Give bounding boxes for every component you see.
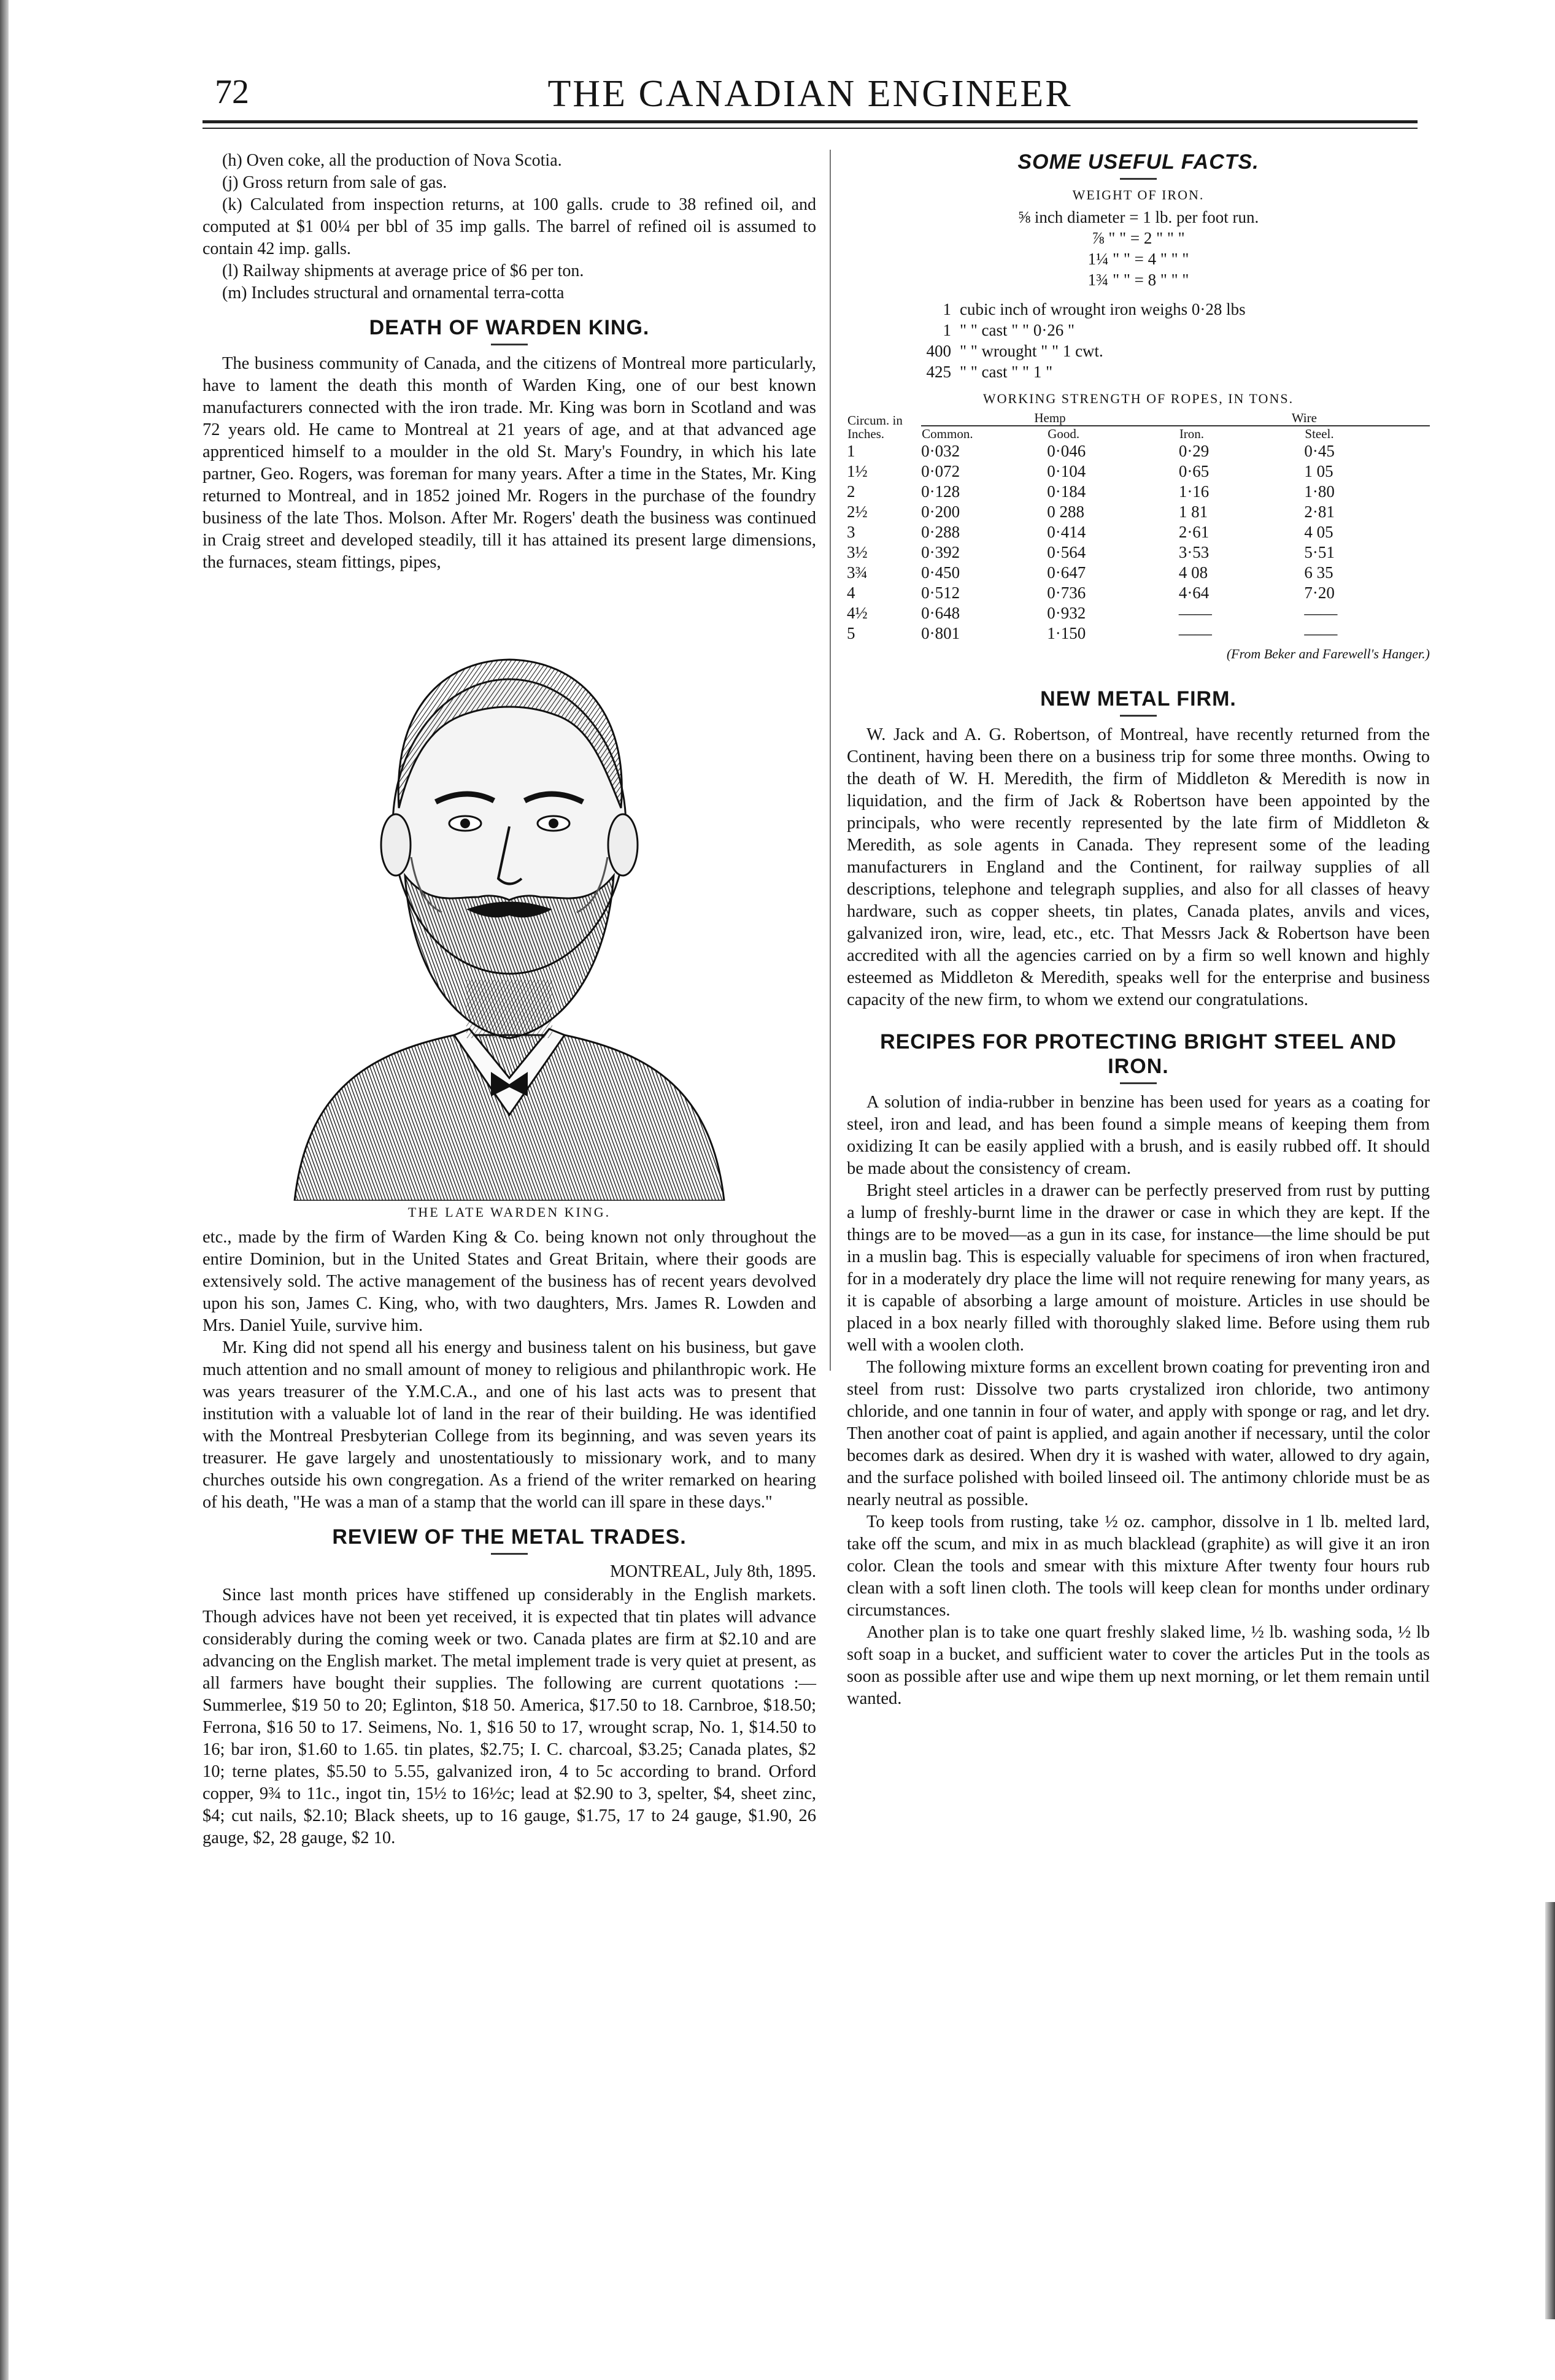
weight-list: [847, 207, 1430, 382]
review-heading: REVIEW OF THE METAL TRADES.: [332, 1525, 687, 1549]
cell-hemp-good: 0·104: [1047, 462, 1086, 480]
recipes-paragraph: The following mixture forms an excellent brown coating for preventing iron and steel from rust: Dissolve two parts crystalized iron chloride, two antimony chloride, and one tannin in four of water, and apply with sponge or rag, and let dry. Then another coat of paint is applied, and again another if necessary, until the color becomes dark as desired. When dry it is washed with water, allowed to dry again, and the surface polished with boiled linseed oil. The antimony chloride must be as nearly neutral as possible.: [847, 1358, 1430, 1509]
ropes-credit: (From Beker and Farewell's Hanger.): [1226, 646, 1430, 661]
cubic-qty: 1: [943, 300, 951, 318]
table-header-row: [847, 426, 1430, 441]
weight-size: 1¼ ": [1087, 250, 1120, 268]
cell-hemp-common: 0·648: [921, 604, 960, 622]
cell-hemp-common: 0·200: [921, 503, 960, 521]
cell-hemp-good: 0 288: [1047, 503, 1084, 521]
footnote: (l) Railway shipments at average price of $6 per ton.: [222, 261, 584, 280]
cell-circumference: 3½: [847, 543, 868, 561]
table-row: [847, 441, 1430, 461]
cell-wire-iron: 1·16: [1178, 482, 1210, 501]
cell-wire-steel: 0·45: [1304, 442, 1335, 460]
cell-circumference: 4: [847, 583, 855, 602]
cell-hemp-common: 0·512: [921, 583, 960, 602]
cubic-value: " " cast " " 0·26 ": [960, 321, 1075, 339]
table-row: [847, 603, 1430, 623]
cell-wire-steel: ——: [1304, 604, 1338, 622]
heading-rule: [1120, 178, 1157, 180]
table-header-row: [847, 410, 1430, 426]
cell-hemp-good: 0·564: [1047, 543, 1086, 561]
table-row: [847, 563, 1430, 583]
col-group-wire: Wire: [1179, 410, 1430, 426]
cell-hemp-common: 0·450: [921, 563, 960, 582]
weight-size: ⅞ ": [1092, 229, 1116, 247]
cell-wire-steel: ——: [1304, 624, 1338, 642]
cubic-qty: 425: [926, 363, 951, 381]
cubic-value: " " wrought " " 1 cwt.: [960, 342, 1103, 360]
ropes-heading: WORKING STRENGTH OF ROPES, IN TONS.: [982, 391, 1294, 406]
cell-circumference: 3¾: [847, 563, 868, 582]
cell-hemp-common: 0·288: [921, 523, 960, 541]
weight-value: " = 2 " " ": [1119, 229, 1185, 247]
death-paragraph: The business community of Canada, and the citizens of Montreal more particularly, have to lament the death this month of Warden King, one of our best known manufacturers connected with the iron trade. Mr. King was born in Scotland and was 72 years old. He came to Montreal at 21 years of age, and at that advanced age apprenticed himself to a moulder in the old St. Mary's Foundry, in which his late partner, Geo. Rogers, was foreman for many years. After a time in the States, Mr. King returned to Montreal, and in 1852 joined Mr. Rogers in the purchase of the foundry business of the late Thos. Molson. After Mr. Rogers' death the business was continued in Craig street and developed steadily, till it has attained its present large dimensions, the furnaces, steam fittings, pipes,: [203, 354, 816, 572]
header-rule-thin: [203, 128, 1418, 129]
cell-wire-iron: 4 08: [1178, 563, 1208, 582]
weight-row: [847, 248, 1430, 269]
weight-row: [847, 228, 1430, 248]
table-row: [847, 522, 1430, 542]
review-paragraph: Since last month prices have stiffened up considerably in the English markets. Though advices have not been yet received, it is expected that tin plates will advance considerably during the coming week or two. Canada plates are firm at $2.10 and are advancing on the English market. The metal implement trade is very quiet at present, as all farmers have bought their supplies. The following are current quotations :—Summerlee, $19 50 to 20; Eglinton, $18 50. America, $17.50 to 18. Carnbroe, $18.50; Ferrona, $16 50 to 17. Seimens, No. 1, $16 50 to 17, wrought scrap, No. 1, $14.50 to 16; bar iron, $1.60 to 1.65. tin plates, $2.75; I. C. charcoal, $3.25; Canada plates, $2 10; terne plates, $5.50 to 5.55, galvanized iron, 4 to 5c according to brand. Orford copper, 9¾ to 11c., ingot tin, 15½ to 16½c; lead at $2.90 to 3, spelter, $4, sheet zinc, $4; cut nails, $2.10; Black sheets, up to 16 gauge, $1.75, 17 to 24 gauge, $1.90, 26 gauge, $2, 28 gauge, $2 10.: [203, 1585, 816, 1847]
cell-hemp-good: 0·184: [1047, 482, 1086, 501]
table-row: [847, 542, 1430, 563]
review-dateline: MONTREAL, July 8th, 1895.: [610, 1562, 816, 1581]
cell-wire-iron: 2·61: [1178, 523, 1210, 541]
table-row: [847, 482, 1430, 502]
cell-hemp-good: 0·414: [1047, 523, 1086, 541]
cell-circumference: 2: [847, 482, 855, 501]
page-number: 72: [215, 73, 249, 111]
recipes-paragraph: Bright steel articles in a drawer can be perfectly preserved from rust by putting a lump of freshly-burnt lime in the drawer or case in which they are kept. If the things are to be moved—as a gun in its case, for instance—the lime should be put in a muslin bag. This is especially valuable for specimens of iron when fractured, for in a moderately dry place the lime will not require renewing for many years, as it is capable of absorbing a large amount of moisture. Articles in use should be placed in a box nearly filled with thoroughly slaked lime. Before using them rub well with a woolen cloth.: [847, 1181, 1430, 1355]
firm-heading: NEW METAL FIRM.: [1040, 687, 1237, 711]
cell-hemp-good: 1·150: [1047, 624, 1086, 642]
footnote: (j) Gross return from sale of gas.: [222, 173, 447, 192]
weight-value: " = 4 " " ": [1123, 250, 1189, 268]
cell-hemp-common: 0·032: [921, 442, 960, 460]
cell-wire-steel: 1·80: [1304, 482, 1335, 501]
facts-heading: SOME USEFUL FACTS.: [1017, 150, 1259, 174]
cell-hemp-common: 0·392: [921, 543, 960, 561]
weight-heading: WEIGHT OF IRON.: [1072, 187, 1205, 202]
scan-edge-right: [1545, 1902, 1555, 2319]
cubic-row: [847, 299, 1430, 320]
cell-wire-iron: 3·53: [1178, 543, 1210, 561]
cubic-value: cubic inch of wrought iron weighs 0·28 lbs: [960, 300, 1246, 318]
table-row: [847, 461, 1430, 482]
footnote: (k) Calculated from inspection returns, at 100 galls. crude to 38 refined oil, and computed at $1 00¼ per bbl of 35 imp galls. The barrel of refined oil is assumed to contain 42 imp. galls.: [203, 195, 816, 258]
cubic-qty: 400: [926, 342, 951, 360]
cell-wire-iron: 1 81: [1178, 503, 1208, 521]
weight-row: [847, 207, 1430, 228]
weight-size: ⅝ inch diameter: [1017, 208, 1125, 226]
cubic-row: [847, 361, 1430, 382]
weight-value: " = 8 " " ": [1123, 271, 1189, 289]
death-heading: DEATH OF WARDEN KING.: [369, 316, 650, 339]
cell-hemp-common: 0·072: [921, 462, 960, 480]
cubic-row: [847, 341, 1430, 361]
heading-rule: [491, 1553, 528, 1555]
cell-hemp-good: 0·647: [1047, 563, 1086, 582]
table-row: [847, 502, 1430, 522]
cell-wire-iron: ——: [1178, 624, 1212, 642]
page-header: [203, 66, 1418, 115]
cell-wire-steel: 5·51: [1304, 543, 1335, 561]
scan-edge-left: [0, 0, 9, 2380]
cell-wire-steel: 4 05: [1304, 523, 1333, 541]
recipes-paragraph: A solution of india-rubber in benzine has been used for years as a coating for steel, iron and lead, and has been found a simple means of keeping them from oxidizing It can be easily applied with a brush, and is easily rubbed off. It should be made about the consistency of cream.: [847, 1093, 1430, 1178]
cell-circumference: 4½: [847, 604, 868, 622]
cubic-row: [847, 320, 1430, 341]
col-header-good: Good.: [1048, 426, 1080, 441]
cell-circumference: 2½: [847, 503, 868, 521]
weight-row: [847, 269, 1430, 290]
heading-rule: [1120, 1082, 1157, 1084]
recipes-paragraph: Another plan is to take one quart freshly slaked lime, ½ lb. washing soda, ½ lb soft soap in a bucket, and sufficient water to cover the articles Put in the tools as soon as possible after use and wipe them up next morning, or let them remain until wanted.: [847, 1623, 1430, 1708]
cell-wire-steel: 7·20: [1304, 583, 1335, 602]
right-column: [847, 150, 1430, 1710]
portrait-caption: THE LATE WARDEN KING.: [407, 1204, 611, 1220]
weight-value: = 1 lb. per foot run.: [1129, 208, 1259, 226]
col-group-hemp: Hemp: [921, 410, 1179, 426]
cell-hemp-good: 0·736: [1047, 583, 1086, 602]
cell-hemp-common: 0·801: [921, 624, 960, 642]
cubic-qty: 1: [943, 321, 951, 339]
cell-wire-steel: 1 05: [1304, 462, 1333, 480]
table-footnotes: [203, 150, 816, 304]
cell-wire-iron: 4·64: [1178, 583, 1210, 602]
cell-hemp-good: 0·932: [1047, 604, 1086, 622]
warden-king-portrait: [270, 587, 749, 1201]
left-column: [203, 150, 816, 1849]
heading-rule: [491, 344, 528, 345]
column-divider: [830, 150, 831, 1371]
weight-size: 1¾ ": [1087, 271, 1120, 289]
cell-circumference: 1: [847, 442, 855, 460]
cell-hemp-common: 0·128: [921, 482, 960, 501]
firm-paragraph: W. Jack and A. G. Robertson, of Montreal, have recently returned from the Continent, having been there on a business trip for some three months. Owing to the death of W. H. Meredith, the firm of Middleton & Meredith is now in liquidation, and the firm of Jack & Robertson have been appointed by the principals, who were recently represented by the late firm of Middleton & Meredith, as sole agents in Canada. They represent some of the leading manufacturers in England and the Continent, for railway supplies of all descriptions, telephone and telegraph supplies, and also for all classes of heavy hardware, such as copper sheets, tin plates, Canada plates, anvils and vices, galvanized iron, wire, lead, etc., etc. That Messrs Jack & Robertson have been accredited with all the agencies carried on by a firm so well known and highly esteemed as Middleton & Meredith, speaks well for the enterprise and business capacity of the new firm, to whom we extend our congratulations.: [847, 725, 1430, 1009]
recipes-paragraph: To keep tools from rusting, take ½ oz. camphor, dissolve in 1 lb. melted lard, take off the scum, and mix in as much blacklead (graphite) as will give it an iron color. Clean the tools and smear with this mixture After twenty four hours rub clean with a soft linen cloth. The tools will keep clean for months under ordinary circumstances.: [847, 1512, 1430, 1620]
cell-wire-iron: ——: [1178, 604, 1212, 622]
ropes-table: [847, 410, 1430, 644]
footnote: (m) Includes structural and ornamental terra-cotta: [222, 283, 565, 302]
cell-circumference: 3: [847, 523, 855, 541]
footnote: (h) Oven coke, all the production of Nova Scotia.: [222, 151, 562, 170]
cell-wire-steel: 6 35: [1304, 563, 1333, 582]
recipes-heading: RECIPES FOR PROTECTING BRIGHT STEEL AND IRON.: [880, 1030, 1397, 1078]
death-paragraph: Mr. King did not spend all his energy and business talent on his business, but gave much attention and no small amount of money to religious and philanthropic work. He was years treasurer of the Y.M.C.A., and one of his last acts was to present that institution with a valuable lot of land in the rear of their building. He was identified with the Montreal Presbyterian College from its beginning, and was seven years its treasurer. He gave largely and unostentatiously to missionary work, and to many churches outside his own congregation. As a friend of the writer remarked on hearing of his death, "He was a man of a stamp that the world can ill spare in these days.": [203, 1338, 816, 1512]
col-header-iron: Iron.: [1179, 426, 1205, 441]
col-header-steel: Steel.: [1305, 426, 1334, 441]
journal-title: THE CANADIAN ENGINEER: [547, 73, 1073, 115]
table-row: [847, 623, 1430, 644]
cubic-value: " " cast " " 1 ": [960, 363, 1053, 381]
cell-wire-iron: 0·29: [1178, 442, 1210, 460]
death-paragraph: etc., made by the firm of Warden King & Co. being known not only throughout the entire Dominion, but in the United States and Great Britain, where their goods are extensively sold. The active management of the business has of recent years devolved upon his son, James C. King, who, with two daughters, Mrs. James R. Lowden and Mrs. Daniel Yuile, survive him.: [203, 1228, 816, 1335]
cell-circumference: 1½: [847, 462, 868, 480]
col-header-circumference: Circum. in Inches.: [847, 413, 903, 441]
cell-hemp-good: 0·046: [1047, 442, 1086, 460]
cell-wire-steel: 2·81: [1304, 503, 1335, 521]
header-rule-thick: [203, 120, 1418, 123]
table-row: [847, 583, 1430, 603]
col-header-common: Common.: [922, 426, 973, 441]
heading-rule: [1120, 715, 1157, 717]
cell-wire-iron: 0·65: [1178, 462, 1210, 480]
cell-circumference: 5: [847, 624, 855, 642]
